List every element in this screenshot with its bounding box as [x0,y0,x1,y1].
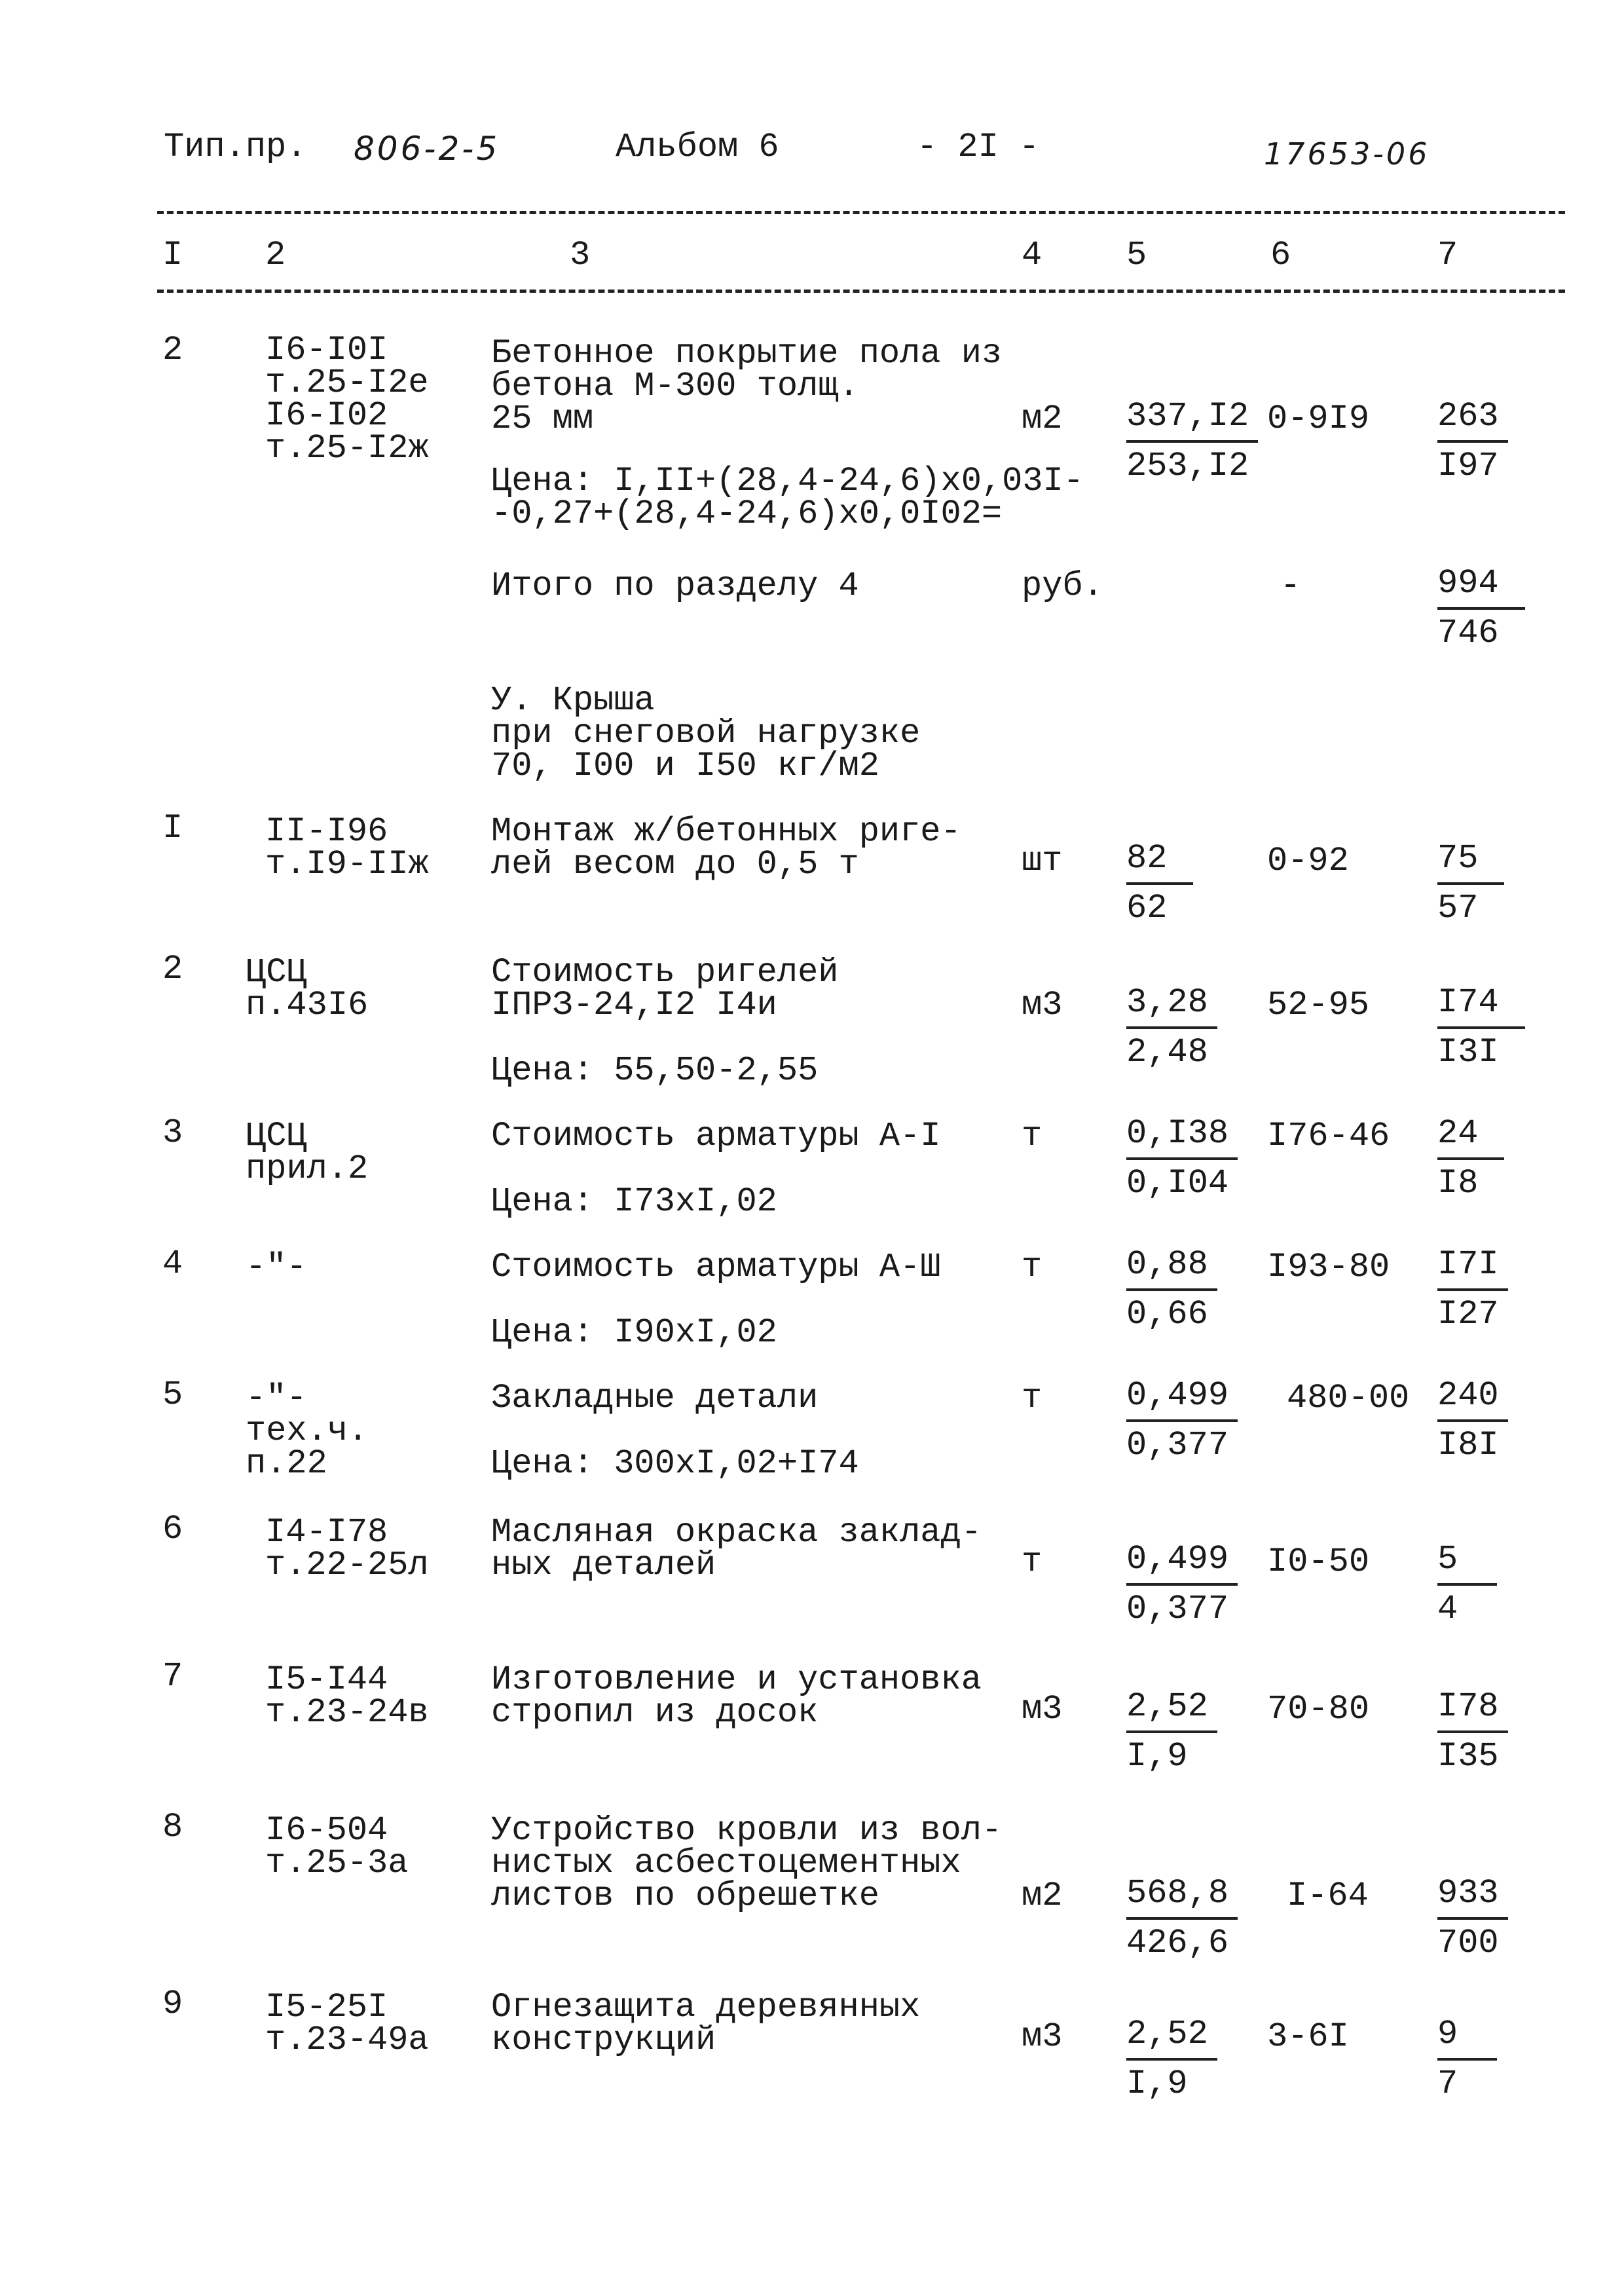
row-unit: т [1022,1543,1043,1581]
row-price: Цена: I90хI,02 [491,1313,777,1352]
column-header-7: 7 [1437,236,1458,274]
row-quantity [1126,979,1217,1076]
quantity-bottom: 62 [1126,889,1168,927]
row-unit: т [1022,1117,1043,1155]
type-label: Тип.пр. [164,128,307,166]
row-number: 7 [162,1657,183,1696]
total-bottom: I97 [1437,447,1499,485]
quantity-bottom: 253,I2 [1126,447,1249,485]
row-unit: м3 [1022,986,1063,1024]
column-header-1: I [162,236,183,274]
total-top: 24 [1437,1110,1504,1160]
row-quantity [1126,835,1193,932]
row-number: 2 [162,950,183,988]
total-bottom: 4 [1437,1590,1458,1628]
row-description: Масляная окраска заклад- ных деталей [491,1513,982,1584]
row-number: 5 [162,1375,183,1414]
total-top: 9 [1437,2011,1497,2061]
row-unit: т [1022,1248,1043,1286]
total-bottom: I27 [1437,1295,1499,1334]
row-total [1437,1536,1497,1633]
row-code: I6-504 т.25-3а [265,1811,409,1882]
total-top: 75 [1437,835,1504,885]
total-bottom: 57 [1437,889,1479,927]
total-top: 933 [1437,1870,1508,1920]
row-rate: 70-80 [1267,1690,1370,1729]
row-unit: шт [1022,842,1063,880]
row-code: ЦСЦ прил.2 [246,1117,369,1188]
page-number: - 2I - [917,128,1040,166]
quantity-top: 0,88 [1126,1241,1217,1291]
row-description: Стоимость ригелей IПРЗ-24,I2 I4и [491,953,839,1024]
total-top: I7I [1437,1241,1508,1291]
total-top: I74 [1437,979,1525,1029]
column-header-2: 2 [265,236,286,274]
row-quantity [1126,1372,1238,1469]
document-number: 17653-06 [1264,136,1430,172]
row-total [1437,1683,1508,1780]
row-quantity [1126,393,1258,490]
row-number: 4 [162,1244,183,1283]
row-unit: т [1022,1379,1043,1417]
total-bottom: 7 [1437,2065,1458,2103]
row-description: Устройство кровли из вол- нистых асбестоцементных листов по обрешетке [491,1811,1003,1915]
total-bottom: I8 [1437,1164,1479,1203]
row-quantity [1126,1241,1217,1338]
row-price: Цена: I,II+(28,4-24,6)х0,03I- -0,27+(28,4-24,6)х0,0I02= [491,462,1084,533]
header-top-divider [157,211,1565,214]
total-bottom: 746 [1437,614,1499,652]
quantity-top: 82 [1126,835,1193,885]
row-total [1437,835,1504,932]
row-price: Цена: I73хI,02 [491,1182,777,1221]
row-code: -"- тех.ч. п.22 [246,1379,369,1483]
row-rate: 52-95 [1267,986,1370,1024]
row-price: Цена: 300хI,02+I74 [491,1444,859,1483]
row-quantity [1126,1683,1217,1780]
column-header-6: 6 [1270,236,1291,274]
quantity-top: 2,52 [1126,2011,1217,2061]
row-total [1437,979,1525,1076]
row-description: Стоимость арматуры А-Ш [491,1248,941,1286]
row-code: I6-I0I т.25-I2е I6-I02 т.25-I2ж [265,331,429,468]
quantity-top: 3,28 [1126,979,1217,1029]
row-unit: руб. [1022,567,1103,605]
section-total-label: Итого по разделу 4 [491,567,859,605]
row-unit: м2 [1022,1877,1063,1915]
row-unit: м2 [1022,400,1063,438]
column-header-5: 5 [1126,236,1147,274]
row-rate: I-64 [1287,1877,1369,1915]
quantity-bottom: 0,66 [1126,1295,1208,1334]
row-rate: I93-80 [1267,1248,1390,1286]
quantity-top: 568,8 [1126,1870,1238,1920]
project-number: 806-2-5 [354,130,500,168]
row-rate: - [1280,567,1301,605]
row-code: I5-25I т.23-49а [265,1988,429,2059]
row-total [1437,393,1508,490]
section-heading: У. Крыша при снеговой нагрузке 70, I00 и I50 кг/м2 [491,681,921,785]
row-rate: 480-00 [1287,1379,1410,1417]
row-rate: 0-92 [1267,842,1349,880]
row-description: Монтаж ж/бетонных риге- лей весом до 0,5 т [491,812,961,884]
total-bottom: I8I [1437,1426,1499,1465]
row-description: Стоимость арматуры А-I [491,1117,941,1155]
total-top: I78 [1437,1683,1508,1733]
row-number: 8 [162,1808,183,1846]
total-bottom: I35 [1437,1737,1499,1776]
quantity-bottom: 2,48 [1126,1033,1208,1072]
row-rate: I0-50 [1267,1543,1370,1581]
total-bottom: 700 [1437,1924,1499,1962]
total-bottom: I3I [1437,1033,1499,1072]
row-description: Закладные детали [491,1379,819,1417]
quantity-bottom: I,9 [1126,2065,1188,2103]
column-header-4: 4 [1022,236,1043,274]
total-top: 263 [1437,393,1508,443]
quantity-top: 0,499 [1126,1372,1238,1422]
quantity-bottom: 0,377 [1126,1426,1229,1465]
row-code: ЦСЦ п.43I6 [246,953,369,1024]
row-description: Огнезащита деревянных конструкций [491,1988,921,2059]
row-code: I5-I44 т.23-24в [265,1660,429,1732]
row-rate: 0-9I9 [1267,400,1370,438]
row-total [1437,1372,1508,1469]
album-label: Альбом 6 [616,128,779,166]
row-code: I4-I78 т.22-25л [265,1513,429,1584]
quantity-bottom: 426,6 [1126,1924,1229,1962]
total-top: 240 [1437,1372,1508,1422]
row-number: 3 [162,1113,183,1152]
row-description: Изготовление и установка стропил из досок [491,1660,982,1732]
header-bottom-divider [157,290,1565,293]
row-description: Бетонное покрытие пола из бетона М-300 толщ. 25 мм [491,334,1003,438]
quantity-bottom: 0,377 [1126,1590,1229,1628]
total-top: 5 [1437,1536,1497,1586]
row-unit: м3 [1022,1690,1063,1729]
row-code: II-I96 т.I9-IIж [265,812,429,884]
row-total [1437,1241,1508,1338]
row-price: Цена: 55,50-2,55 [491,1051,819,1090]
row-number: I [162,809,183,848]
quantity-bottom: I,9 [1126,1737,1188,1776]
row-quantity [1126,2011,1217,2108]
quantity-top: 337,I2 [1126,393,1258,443]
row-number: 9 [162,1985,183,2023]
row-total [1437,1110,1504,1207]
row-rate: I76-46 [1267,1117,1390,1155]
total-top: 994 [1437,560,1525,610]
row-quantity [1126,1870,1238,1967]
quantity-top: 0,I38 [1126,1110,1238,1160]
column-header-3: 3 [570,236,591,274]
row-total [1437,1870,1508,1967]
row-total [1437,560,1525,657]
quantity-top: 0,499 [1126,1536,1238,1586]
row-rate: 3-6I [1267,2017,1349,2056]
row-quantity [1126,1536,1238,1633]
row-number: 2 [162,331,183,369]
row-number: 6 [162,1510,183,1548]
quantity-bottom: 0,I04 [1126,1164,1229,1203]
row-quantity [1126,1110,1238,1207]
quantity-top: 2,52 [1126,1683,1217,1733]
row-total [1437,2011,1497,2108]
row-unit: м3 [1022,2017,1063,2056]
row-code: -"- [246,1248,307,1286]
